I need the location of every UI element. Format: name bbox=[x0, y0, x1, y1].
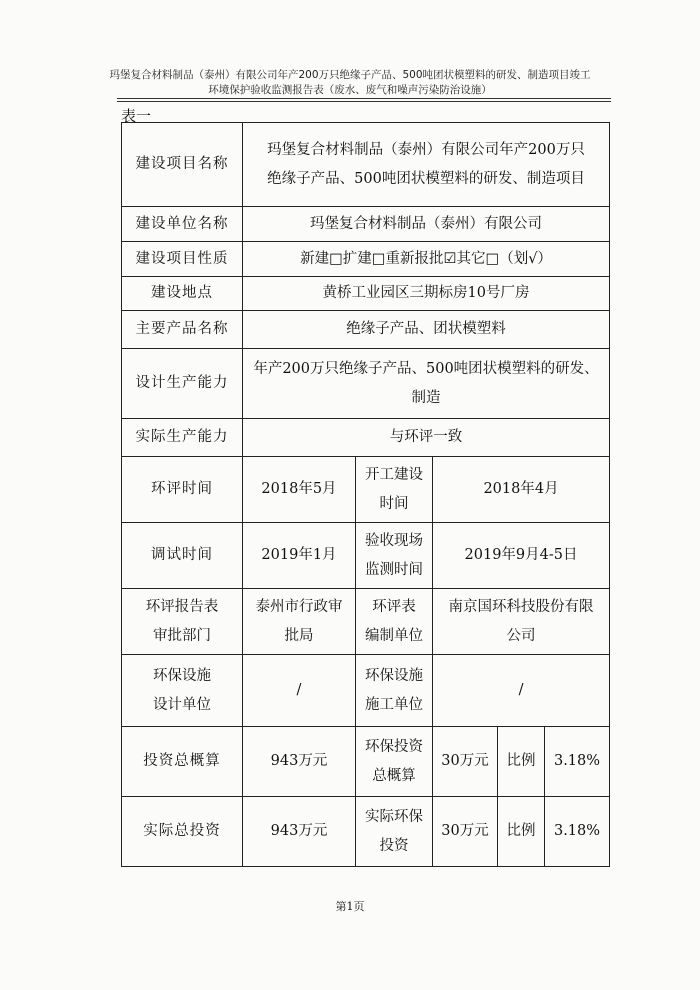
eia-preparer-label bbox=[356, 589, 433, 655]
construction-start-value: 2018年4月 bbox=[433, 457, 610, 523]
construction-unit-label-line2: 施工单位 bbox=[365, 696, 423, 713]
ratio-value: 3.18% bbox=[545, 727, 610, 797]
env-investment-label-line2: 总概算 bbox=[372, 767, 416, 784]
design-unit-value: / bbox=[243, 655, 356, 727]
investment-label: 投资总概算 bbox=[122, 727, 243, 797]
approval-dept-label bbox=[122, 589, 243, 655]
table-row bbox=[122, 589, 610, 655]
table-row bbox=[122, 727, 610, 797]
actual-env-investment-value: 30万元 bbox=[433, 797, 498, 867]
actual-investment-value: 943万元 bbox=[243, 797, 356, 867]
table-row bbox=[122, 207, 610, 242]
project-name-line2: 绝缘子产品、500吨团状模塑料的研发、制造项目 bbox=[267, 170, 585, 187]
eia-preparer-value-line1: 南京国环科技股份有限 bbox=[448, 598, 594, 615]
design-capacity-value bbox=[243, 349, 610, 419]
construction-unit-label-line1: 环保设施 bbox=[365, 667, 423, 684]
monitoring-time-label-line2: 监测时间 bbox=[365, 561, 423, 578]
actual-investment-label: 实际总投资 bbox=[122, 797, 243, 867]
env-investment-label bbox=[356, 727, 433, 797]
table-row bbox=[122, 655, 610, 727]
approval-dept-value-line2: 批局 bbox=[284, 627, 314, 644]
design-capacity-label: 设计生产能力 bbox=[122, 349, 243, 419]
location-value: 黄桥工业园区三期标房10号厂房 bbox=[243, 277, 610, 311]
products-label: 主要产品名称 bbox=[122, 311, 243, 349]
ratio-label: 比例 bbox=[498, 727, 545, 797]
approval-dept-value bbox=[243, 589, 356, 655]
actual-ratio-value: 3.18% bbox=[545, 797, 610, 867]
header-rule bbox=[117, 101, 611, 102]
table-row bbox=[122, 457, 610, 523]
env-investment-label-line1: 环保投资 bbox=[365, 738, 423, 755]
table-row bbox=[122, 242, 610, 277]
project-name-value bbox=[243, 123, 610, 207]
debug-time-value: 2019年1月 bbox=[243, 523, 356, 589]
actual-capacity-value: 与环评一致 bbox=[243, 419, 610, 457]
eia-time-value: 2018年5月 bbox=[243, 457, 356, 523]
nature-label: 建设项目性质 bbox=[122, 242, 243, 277]
table-row bbox=[122, 277, 610, 311]
monitoring-time-label bbox=[356, 523, 433, 589]
nature-value: 新建□扩建□重新报批☑其它□（划√） bbox=[243, 242, 610, 277]
approval-dept-value-line1: 泰州市行政审 bbox=[255, 598, 343, 615]
eia-time-label: 环评时间 bbox=[122, 457, 243, 523]
construction-start-label bbox=[356, 457, 433, 523]
location-label: 建设地点 bbox=[122, 277, 243, 311]
actual-ratio-label: 比例 bbox=[498, 797, 545, 867]
project-info-table bbox=[121, 122, 610, 867]
approval-dept-label-line2: 审批部门 bbox=[153, 627, 211, 644]
report-header-line2: 环境保护验收监测报告表（废水、废气和噪声污染防治设施） bbox=[208, 84, 492, 96]
table-row bbox=[122, 419, 610, 457]
eia-preparer-value bbox=[433, 589, 610, 655]
table-row bbox=[122, 523, 610, 589]
project-name-line1: 玛堡复合材料制品（泰州）有限公司年产200万只 bbox=[267, 141, 585, 158]
monitoring-time-label-line1: 验收现场 bbox=[365, 532, 423, 549]
actual-env-investment-label-line2: 投资 bbox=[379, 837, 409, 854]
approval-dept-label-line1: 环评报告表 bbox=[145, 598, 219, 615]
monitoring-time-value: 2019年9月4-5日 bbox=[433, 523, 610, 589]
report-header-line1: 玛堡复合材料制品（泰州）有限公司年产200万只绝缘子产品、500吨团状模塑料的研发、制造项目竣工 bbox=[109, 69, 591, 81]
design-unit-label-line2: 设计单位 bbox=[153, 696, 211, 713]
actual-env-investment-label bbox=[356, 797, 433, 867]
table-row bbox=[122, 349, 610, 419]
eia-preparer-value-line2: 公司 bbox=[506, 627, 536, 644]
header-rule bbox=[117, 98, 611, 99]
table-row bbox=[122, 311, 610, 349]
design-unit-label bbox=[122, 655, 243, 727]
page-number: 第1页 bbox=[335, 900, 365, 913]
unit-name-value: 玛堡复合材料制品（泰州）有限公司 bbox=[243, 207, 610, 242]
table-label: 表一 bbox=[121, 107, 152, 125]
design-unit-label-line1: 环保设施 bbox=[153, 667, 211, 684]
project-name-label: 建设项目名称 bbox=[122, 123, 243, 207]
construction-unit-label bbox=[356, 655, 433, 727]
products-value: 绝缘子产品、团状模塑料 bbox=[243, 311, 610, 349]
construction-start-label-line2: 时间 bbox=[379, 495, 409, 512]
design-capacity-line2: 制造 bbox=[411, 389, 441, 406]
actual-capacity-label: 实际生产能力 bbox=[122, 419, 243, 457]
construction-start-label-line1: 开工建设 bbox=[365, 466, 423, 483]
env-investment-value: 30万元 bbox=[433, 727, 498, 797]
investment-value: 943万元 bbox=[243, 727, 356, 797]
table-row bbox=[122, 797, 610, 867]
design-capacity-line1: 年产200万只绝缘子产品、500吨团状模塑料的研发、 bbox=[253, 360, 599, 377]
unit-name-label: 建设单位名称 bbox=[122, 207, 243, 242]
actual-env-investment-label-line1: 实际环保 bbox=[365, 808, 423, 825]
eia-preparer-label-line1: 环评表 bbox=[372, 598, 416, 615]
table-row bbox=[122, 123, 610, 207]
construction-unit-value: / bbox=[433, 655, 610, 727]
eia-preparer-label-line2: 编制单位 bbox=[365, 627, 423, 644]
debug-time-label: 调试时间 bbox=[122, 523, 243, 589]
